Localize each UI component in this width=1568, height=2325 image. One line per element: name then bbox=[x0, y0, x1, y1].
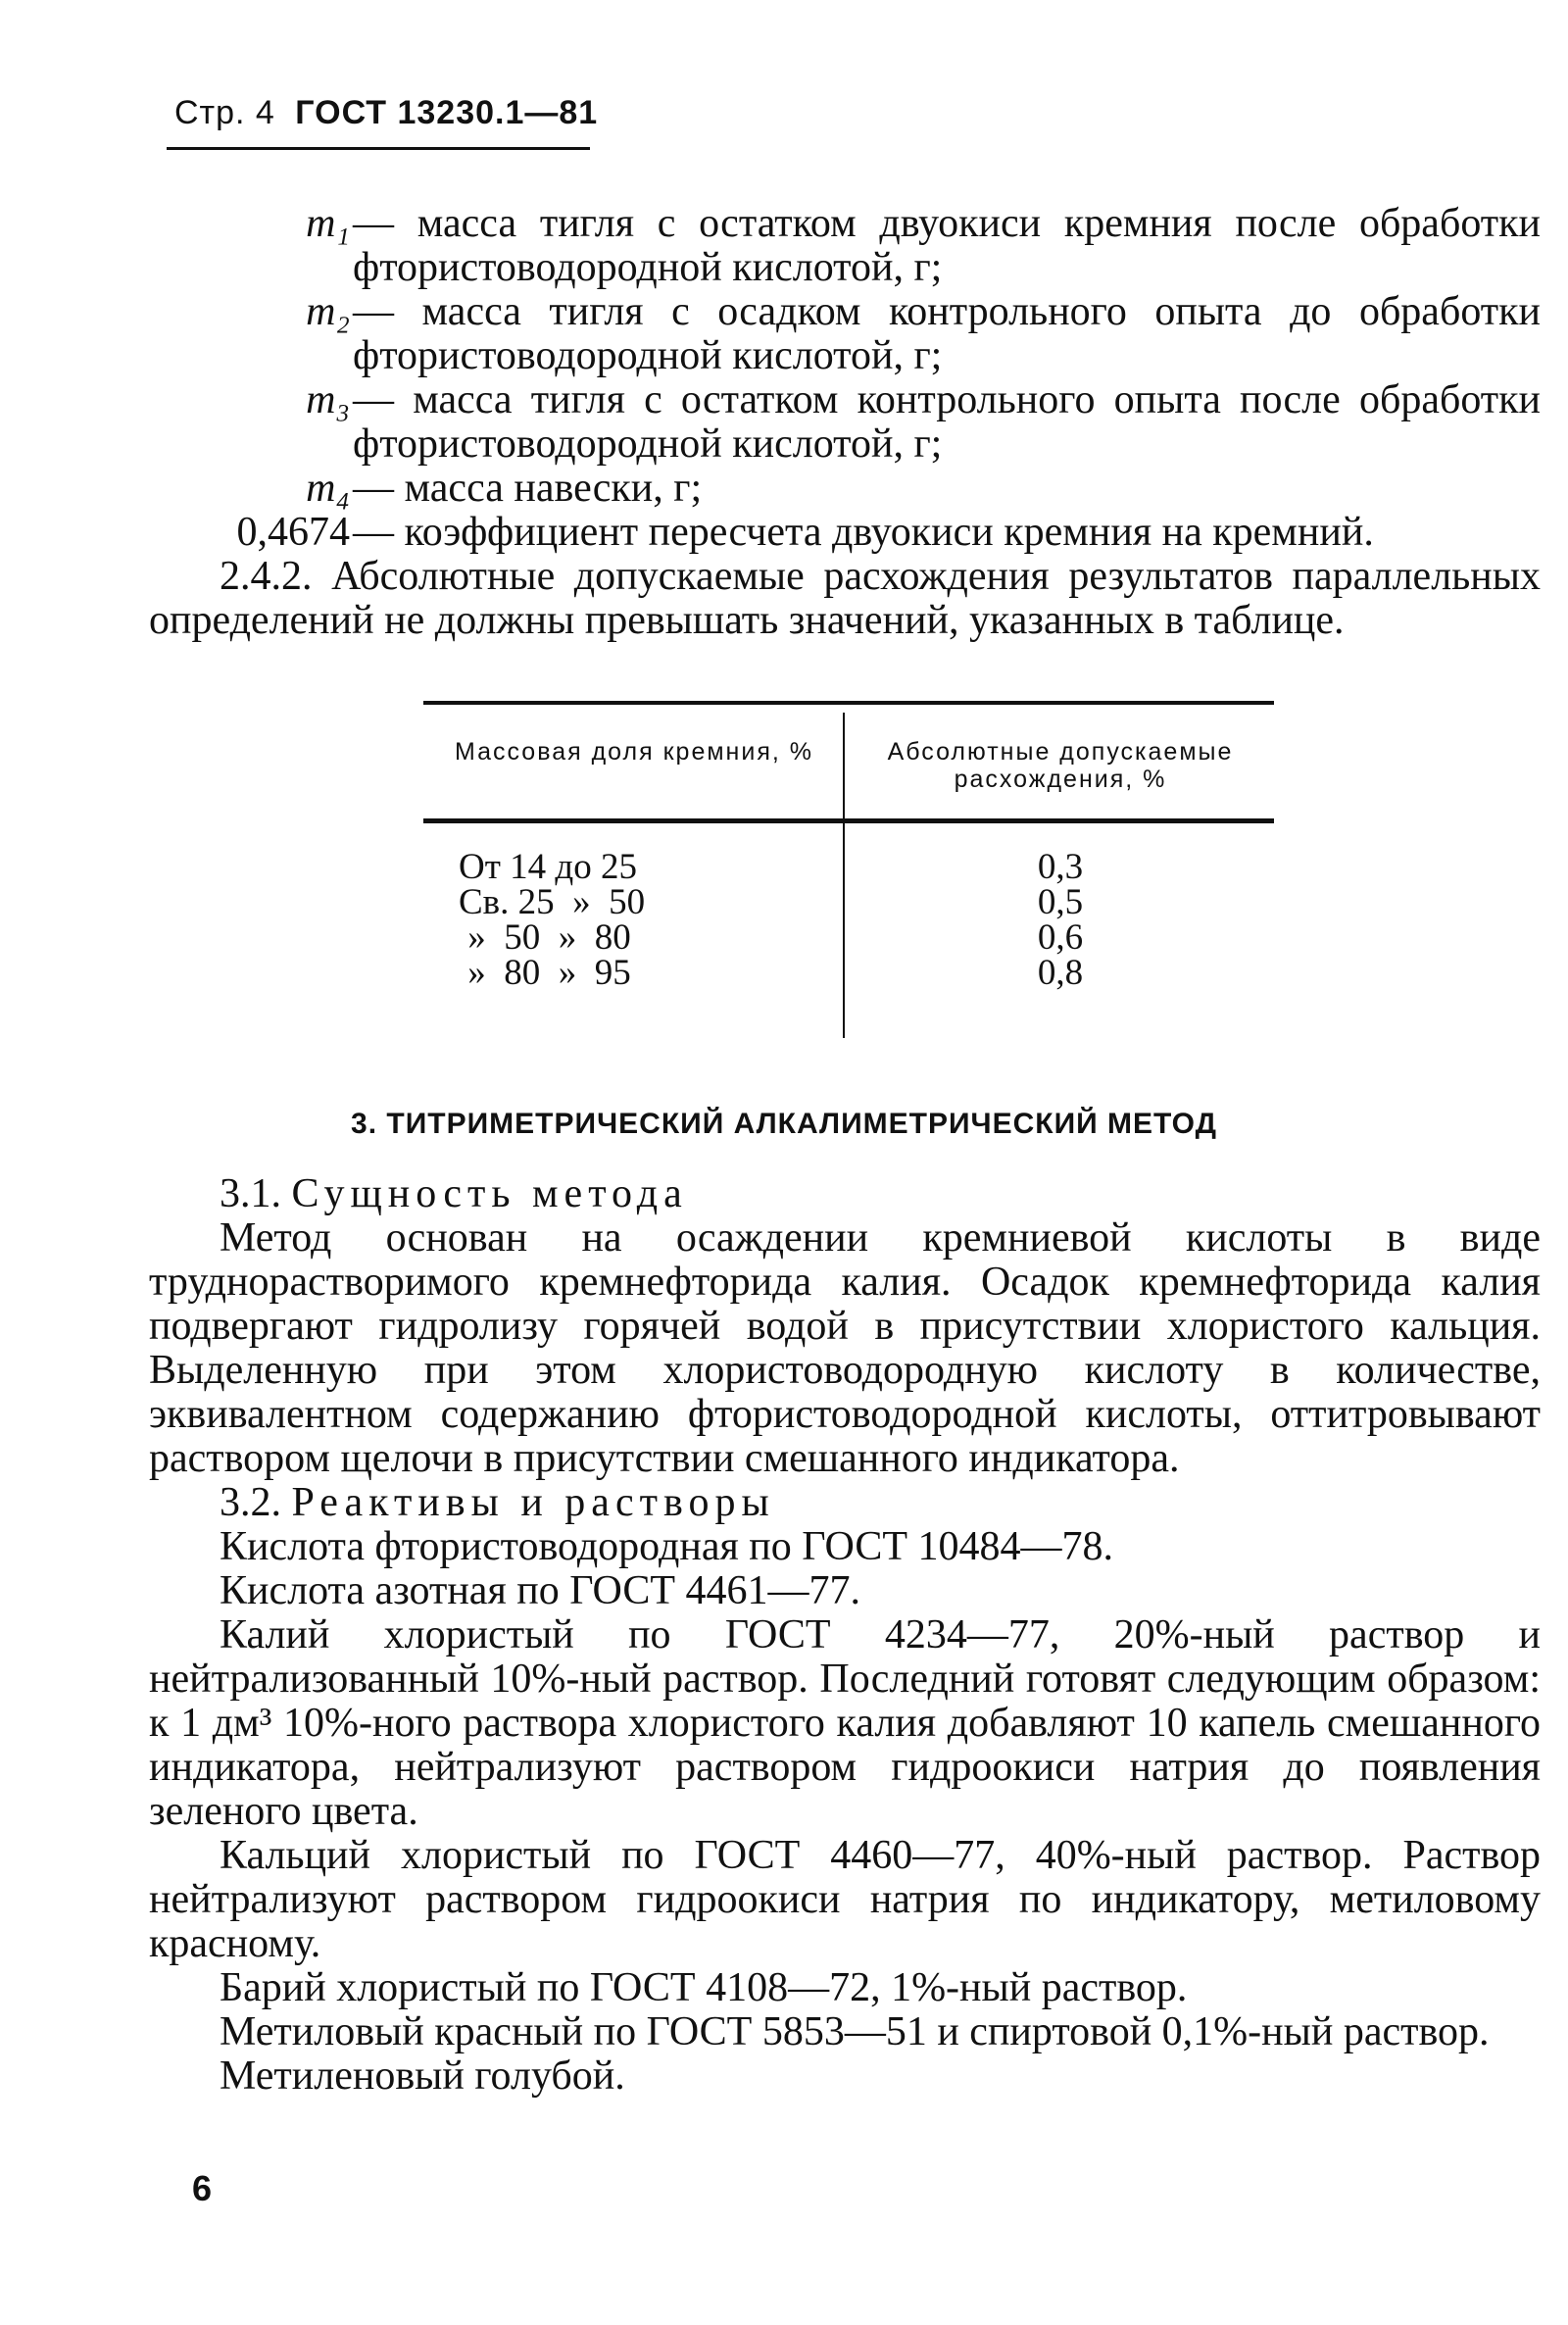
reagent-item: Метиловый красный по ГОСТ 5853—51 и спиртовой 0,1%-ный раствор. bbox=[220, 2009, 1490, 2054]
table-row bbox=[423, 882, 1274, 922]
reagent-item: Кислота фтористоводородная по ГОСТ 10484—78. bbox=[220, 1524, 1114, 1569]
definition-symbol: 0,4674 bbox=[236, 510, 350, 555]
table-row bbox=[423, 847, 1274, 887]
clause-number: 3.2. bbox=[220, 1480, 281, 1525]
table-top-rule bbox=[423, 701, 1274, 705]
table-cell-value: 0,8 bbox=[1037, 953, 1084, 993]
definition-item bbox=[149, 467, 1541, 511]
clause-2-4-2: 2.4.2. Абсолютные допускаемые расхождения результатов параллельных определений не должны превышать значений, указанных в таблице. bbox=[149, 554, 1541, 643]
reagent-item: Метиленовый голубой. bbox=[220, 2053, 625, 2099]
reagent-item: Кальций хлористый по ГОСТ 4460—77, 40%-ный раствор. Раствор нейтрализуют раствором гидроокиси натрия по индикатору, метиловому красному. bbox=[149, 1833, 1541, 1966]
clause-3-2-heading bbox=[149, 1481, 1541, 1525]
table-cell-range: От 14 до 25 bbox=[459, 847, 637, 887]
standard-number: ГОСТ 13230.1—81 bbox=[295, 94, 599, 131]
table-body bbox=[423, 847, 1274, 993]
definition-symbol: m₄ bbox=[306, 466, 350, 511]
table-cell-range: Св. 25 » 50 bbox=[459, 882, 646, 922]
definition-symbol: m₂ bbox=[306, 289, 350, 334]
definition-text: — масса тигля с остатком двуокиси кремния после обработки фтористоводородной кислотой, г; bbox=[353, 202, 1541, 290]
section-3-heading: 3. ТИТРИМЕТРИЧЕСКИЙ АЛКАЛИМЕТРИЧЕСКИЙ МЕТОД bbox=[351, 1108, 1217, 1140]
table-row bbox=[423, 953, 1274, 993]
reagent-item: Барий хлористый по ГОСТ 4108—72, 1%-ный раствор. bbox=[220, 1965, 1188, 2010]
table-cell-value: 0,5 bbox=[1037, 882, 1084, 922]
table-header-tolerance: Абсолютные допускаемые расхождения, % bbox=[887, 738, 1234, 793]
definition-item bbox=[149, 378, 1541, 467]
definition-symbol: m₁ bbox=[306, 201, 350, 246]
section-3-body bbox=[149, 1172, 1541, 2099]
table-row bbox=[423, 917, 1274, 958]
page-label: Стр. 4 bbox=[174, 94, 275, 131]
definition-text: — масса тигля с осадком контрольного опыта до обработки фтористоводородной кислотой, г; bbox=[353, 290, 1541, 378]
table-cell-range: » 50 » 80 bbox=[459, 917, 631, 958]
symbol-definitions bbox=[149, 202, 1541, 643]
clause-number: 3.1. bbox=[220, 1171, 281, 1216]
reagent-item: Кислота азотная по ГОСТ 4461—77. bbox=[220, 1568, 860, 1613]
reagent-item: Калий хлористый по ГОСТ 4234—77, 20%-ный раствор и нейтрализованный 10%-ный раствор. Последний готовят следующим образом: к 1 дм³ 10%-ного раствора хлористого калия добавляют 10 капель смешанного индикатора, нейтрализуют раствором гидроокиси натрия до появления зеленого цвета. bbox=[149, 1612, 1541, 1834]
table-cell-value: 0,6 bbox=[1037, 917, 1084, 958]
clause-3-1-text: Метод основан на осаждении кремниевой кислоты в виде труднорастворимого кремнефторида калия. Осадок кремнефторида калия подвергают гидролизу горячей водой в присутствии хлористого кальция. Выделенную при этом хлористоводородную кислоту в количестве, эквивалентном содержанию фтористоводородной кислоты, оттитровывают раствором щелочи в присутствии смешанного индикатора. bbox=[149, 1215, 1541, 1481]
definition-item bbox=[149, 290, 1541, 378]
page-number: 6 bbox=[192, 2168, 213, 2208]
clause-3-1-heading bbox=[149, 1172, 1541, 1216]
table-cell-range: » 80 » 95 bbox=[459, 953, 631, 993]
table-header-mass-fraction: Массовая доля кремния, % bbox=[455, 738, 813, 766]
running-header bbox=[174, 94, 598, 132]
clause-title: Сущность метода bbox=[291, 1171, 688, 1216]
table-cell-value: 0,3 bbox=[1037, 847, 1084, 887]
definition-text: — масса навески, г; bbox=[353, 467, 1541, 511]
definition-text: — масса тигля с остатком контрольного опыта после обработки фтористоводородной кислотой, г; bbox=[353, 378, 1541, 467]
definition-item bbox=[149, 511, 1541, 555]
definition-symbol: m₃ bbox=[306, 377, 350, 422]
definition-item bbox=[149, 202, 1541, 290]
definition-text: — коэффициент пересчета двуокиси кремния на кремний. bbox=[353, 511, 1541, 555]
header-rule bbox=[167, 147, 590, 150]
clause-title: Реактивы и растворы bbox=[291, 1480, 775, 1525]
table-header-rule bbox=[423, 818, 1274, 823]
